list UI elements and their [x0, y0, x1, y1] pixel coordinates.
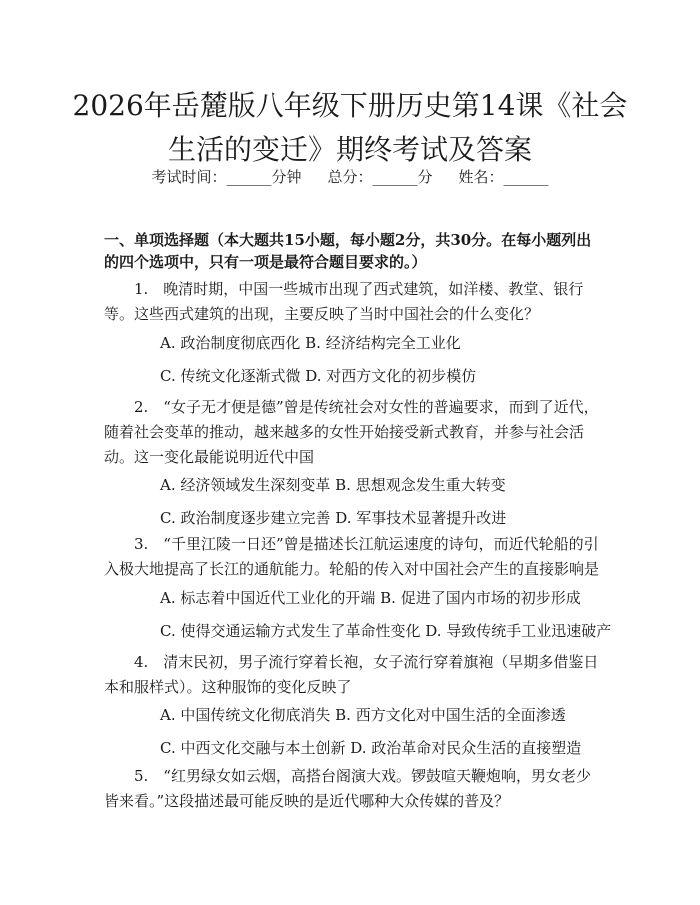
- question-options: C. 中西文化交融与本土创新 D. 政治革命对民众生活的直接塑造: [160, 739, 582, 757]
- question-options: C. 传统文化逐渐式微 D. 对西方文化的初步模仿: [160, 367, 477, 385]
- question-options: A. 标志着中国近代工业化的开端 B. 促进了国内市场的初步形成: [160, 589, 581, 607]
- exam-info-line: [0, 166, 700, 188]
- question-stem: 2. “女子无才便是德”曾是传统社会对女性的普遍要求，而到了近代，随着社会变革的推动，越来越多的女性开始接受新式教育，并参与社会活动。这一变化最能说明近代中国: [104, 398, 599, 466]
- question-options: A. 中国传统文化彻底消失 B. 西方文化对中国生活的全面渗透: [160, 706, 566, 724]
- question-stem: 4. 清末民初，男子流行穿着长袍，女子流行穿着旗袍（早期多借鉴日本和服样式）。这种服饰的变化反映了: [104, 653, 599, 696]
- question-options: C. 政治制度逐步建立完善 D. 军事技术显著提升改进: [160, 509, 507, 527]
- section-heading: 一、单项选择题（本大题共15小题，每小题2分，共30分。在每小题列出的四个选项中，只有一项是最符合题目要求的。）: [104, 231, 592, 271]
- question-stem: 5. “红男绿女如云烟，高搭台阁演大戏。锣鼓喧天鞭炮响，男女老少皆来看。”这段描述最可能反映的是近代哪种大众传媒的普及？: [104, 767, 591, 810]
- question-stem: 3. “千里江陵一日还”曾是描述长江航运速度的诗句，而近代轮船的引入极大地提高了长江的通航能力。轮船的传入对中国社会产生的直接影响是: [104, 535, 600, 578]
- exam-time-field: 考试时间：______分钟: [151, 168, 302, 186]
- question-options: A. 政治制度彻底西化 B. 经济结构完全工业化: [160, 334, 461, 352]
- student-name-field: 姓名：______: [458, 168, 549, 186]
- question-options: A. 经济领域发生深刻变革 B. 思想观念发生重大转变: [160, 476, 506, 494]
- question-stem: 1. 晚清时期，中国一些城市出现了西式建筑，如洋楼、教堂、银行等。这些西式建筑的出现，主要反映了当时中国社会的什么变化？: [104, 280, 584, 323]
- question-options: C. 使得交通运输方式发生了革命性变化 D. 导致传统手工业迅速破产: [160, 622, 612, 640]
- total-score-field: 总分：______分: [327, 168, 433, 186]
- page-title: 2026年岳麓版八年级下册历史第14课《社会生活的变迁》期终考试及答案: [72, 89, 628, 166]
